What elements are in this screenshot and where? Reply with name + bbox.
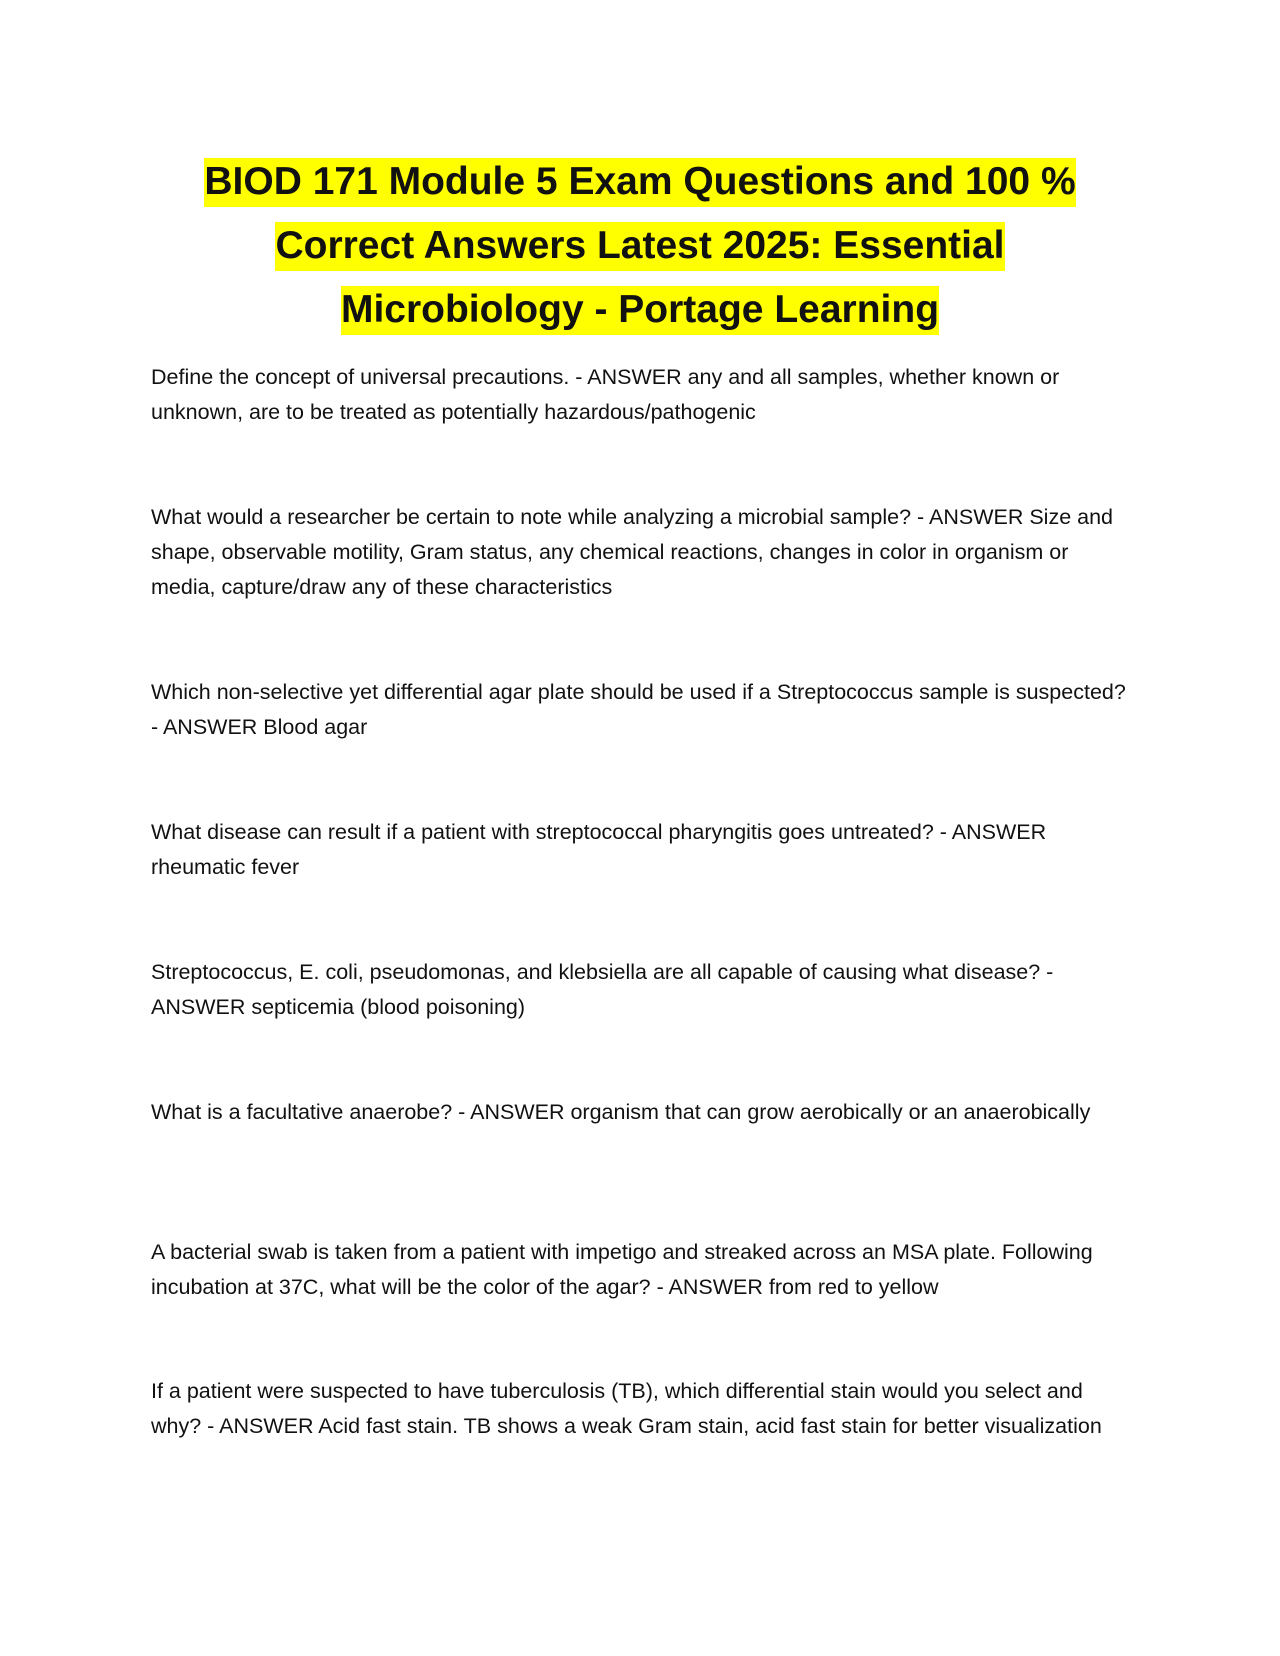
question-text: What would a researcher be certain to note while analyzing a microbial sample? [151,505,912,529]
question-text: Define the concept of universal precautions. [151,365,570,389]
answer-separator: - ANSWER [151,960,1054,1019]
answer-separator: - ANSWER [201,1414,319,1438]
qa-item [151,1095,1136,1130]
document-title [150,150,1130,342]
answer-text: organism that can grow aerobically or an anaerobically [570,1100,1091,1124]
title-highlight: BIOD 171 Module 5 Exam Questions and 100 % Correct Answers Latest 2025: Essential Microbiology - Portage Learning [204,158,1075,335]
answer-text: Size and shape, observable motility, Gram status, any chemical reactions, changes in color in organism or media, capture/draw any of these characteristics [151,505,1113,599]
question-text: A bacterial swab is taken from a patient with impetigo and streaked across an MSA plate. Following incubation at 37C, what will be the color of the agar? [151,1240,1093,1299]
answer-separator: - ANSWER [933,820,1047,844]
qa-item [151,500,1136,605]
answer-text: septicemia (blood poisoning) [251,995,526,1019]
answer-separator: - ANSWER [650,1275,769,1299]
answer-text: Blood agar [263,715,368,739]
answer-text: Acid fast stain. TB shows a weak Gram stain, acid fast stain for better visualization [318,1414,1102,1438]
qa-item [151,815,1136,885]
answer-separator: - ANSWER [911,505,1030,529]
answer-text: from red to yellow [768,1275,939,1299]
answer-separator: - ANSWER [151,715,264,739]
qa-item [151,955,1136,1025]
answer-text: any and all samples, whether known or unknown, are to be treated as potentially hazardous/pathogenic [151,365,1060,424]
answer-text: rheumatic fever [151,855,300,879]
question-text: Streptococcus, E. coli, pseudomonas, and klebsiella are all capable of causing what disease? [151,960,1041,984]
question-text: Which non-selective yet differential agar plate should be used if a Streptococcus sample is suspected? [151,680,1126,704]
answer-separator: - ANSWER [569,365,688,389]
question-text: If a patient were suspected to have tuberculosis (TB), which differential stain would you select and why? [151,1379,1083,1438]
qa-item [151,360,1136,430]
question-text: What is a facultative anaerobe? [151,1100,453,1124]
qa-item [151,1235,1136,1305]
qa-item [151,1374,1136,1444]
answer-separator: - ANSWER [452,1100,571,1124]
qa-item [151,675,1136,745]
question-text: What disease can result if a patient with streptococcal pharyngitis goes untreated? [151,820,934,844]
